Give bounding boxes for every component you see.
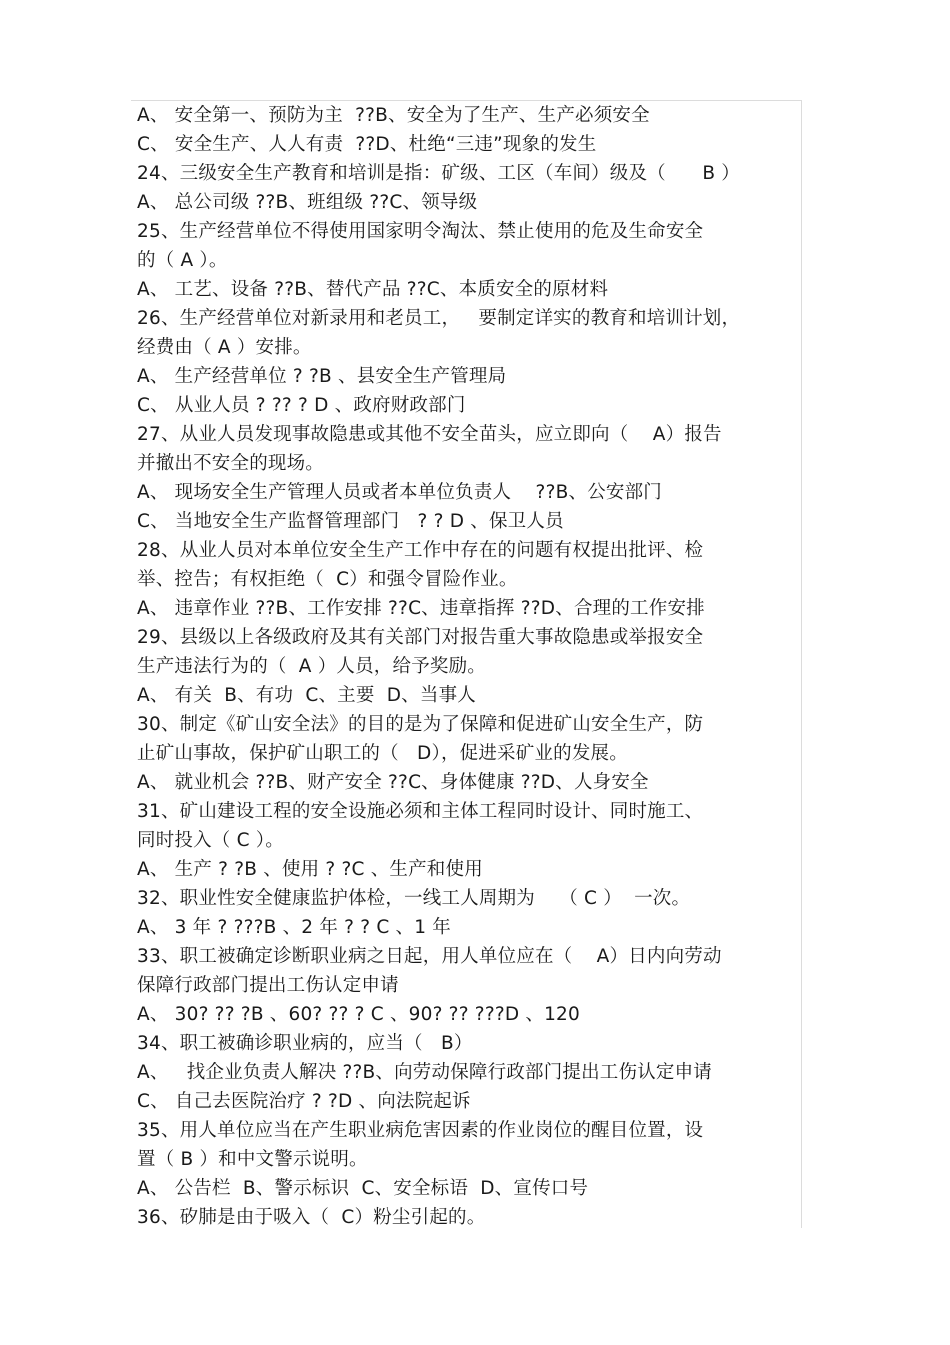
option-line: C、 安全生产、人人有责 ??D、杜绝“三违”现象的发生 bbox=[137, 134, 597, 155]
question-24: 24、三级安全生产教育和培训是指：矿级、工区（车间）级及（ B ） bbox=[137, 163, 740, 184]
question-29: 29、县级以上各级政府及其有关部门对报告重大事故隐患或举报安全 bbox=[137, 627, 704, 648]
question-27-continued: 并撤出不安全的现场。 bbox=[137, 453, 325, 474]
question-35: 35、用人单位应当在产生职业病危害因素的作业岗位的醒目位置，设 bbox=[137, 1120, 704, 1141]
question-25-continued: 的（ A ）。 bbox=[137, 250, 228, 271]
option-line: A、 有关 B、有功 C、主要 D、当事人 bbox=[137, 685, 476, 706]
option-line: A、 找企业负责人解决 ??B、向劳动保障行政部门提出工伤认定申请 bbox=[137, 1062, 713, 1083]
question-30: 30、制定《矿山安全法》的目的是为了保障和促进矿山安全生产，防 bbox=[137, 714, 704, 735]
question-31-continued: 同时投入（ C ）。 bbox=[137, 830, 284, 851]
question-33: 33、职工被确定诊断职业病之日起，用人单位应在（ A）日内向劳动 bbox=[137, 946, 722, 967]
option-line: A、 3 年 ? ???B 、2 年 ? ? C 、1 年 bbox=[137, 917, 451, 938]
question-33-continued: 保障行政部门提出工伤认定申请 bbox=[137, 975, 399, 996]
option-line: A、 30? ?? ?B 、60? ?? ? C 、90? ?? ???D 、120 bbox=[137, 1004, 580, 1025]
question-28-continued: 举、控告；有权拒绝（ C）和强令冒险作业。 bbox=[137, 569, 518, 590]
question-26-continued: 经费由（ A ）安排。 bbox=[137, 337, 312, 358]
option-line: C、 当地安全生产监督管理部门 ? ? D 、保卫人员 bbox=[137, 511, 564, 532]
question-34: 34、职工被确诊职业病的，应当（ B） bbox=[137, 1033, 473, 1054]
question-25: 25、生产经营单位不得使用国家明令淘汰、禁止使用的危及生命安全 bbox=[137, 221, 704, 242]
question-35-continued: 置（ B ）和中文警示说明。 bbox=[137, 1149, 368, 1170]
question-31: 31、矿山建设工程的安全设施必须和主体工程同时设计、同时施工、 bbox=[137, 801, 704, 822]
option-line: A、 工艺、设备 ??B、替代产品 ??C、本质安全的原材料 bbox=[137, 279, 609, 300]
option-line: A、 生产经营单位 ? ?B 、县安全生产管理局 bbox=[137, 366, 507, 387]
question-36: 36、矽肺是由于吸入（ C）粉尘引起的。 bbox=[137, 1207, 486, 1228]
document-body bbox=[137, 101, 802, 1232]
question-30-continued: 止矿山事故，保护矿山职工的（ D），促进采矿业的发展。 bbox=[137, 743, 628, 764]
option-line: A、 公告栏 B、警示标识 C、安全标语 D、宣传口号 bbox=[137, 1178, 589, 1199]
question-32: 32、职业性安全健康监护体检，一线工人周期为 （ C ） 一次。 bbox=[137, 888, 691, 909]
option-line: C、 从业人员 ? ?? ? D 、政府财政部门 bbox=[137, 395, 466, 416]
question-26: 26、生产经营单位对新录用和老员工， 要制定详实的教育和培训计划， bbox=[137, 308, 741, 329]
option-line: A、 总公司级 ??B、班组级 ??C、领导级 bbox=[137, 192, 478, 213]
question-27: 27、从业人员发现事故隐患或其他不安全苗头，应立即向（ A）报告 bbox=[137, 424, 722, 445]
option-line: A、 安全第一、预防为主 ??B、安全为了生产、生产必须安全 bbox=[137, 105, 650, 126]
option-line: C、 自己去医院治疗 ? ?D 、向法院起诉 bbox=[137, 1091, 471, 1112]
option-line: A、 就业机会 ??B、财产安全 ??C、身体健康 ??D、人身安全 bbox=[137, 772, 649, 793]
question-29-continued: 生产违法行为的（ A ）人员，给予奖励。 bbox=[137, 656, 486, 677]
option-line: A、 生产 ? ?B 、使用 ? ?C 、生产和使用 bbox=[137, 859, 483, 880]
option-line: A、 现场安全生产管理人员或者本单位负责人 ??B、公安部门 bbox=[137, 482, 662, 503]
question-28: 28、从业人员对本单位安全生产工作中存在的问题有权提出批评、检 bbox=[137, 540, 704, 561]
option-line: A、 违章作业 ??B、工作安排 ??C、违章指挥 ??D、合理的工作安排 bbox=[137, 598, 705, 619]
